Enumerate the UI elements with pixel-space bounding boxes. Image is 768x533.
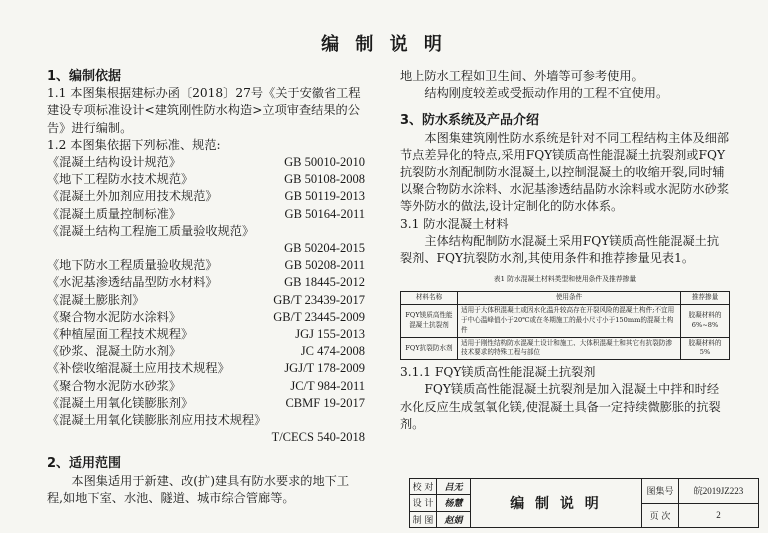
standard-item: 《地下防水工程质量验收规范》 GB 50208-2011 [47, 258, 365, 273]
paragraph-scope: 本图集适用于新建、改(扩)建具有防水要求的地下工程,如地下室、水池、隧道、城市综合管廊等。 [47, 473, 350, 505]
paragraph-continued: 地上防水工程如卫生间、外墙等可参考使用。 [400, 69, 644, 83]
standard-item: 《聚合物水泥防水涂料》 GB/T 23445-2009 [47, 309, 365, 324]
role-label: 设 计 [410, 495, 437, 510]
atlas-number-value: 皖2019JZ223 [693, 486, 744, 497]
standard-item: 《混凝土膨胀剂》 GB/T 23439-2017 [47, 292, 365, 307]
drawing-title: 编 制 说 明 [471, 479, 642, 527]
atlas-number-label: 图集号 [642, 479, 679, 503]
role-label: 制 图 [410, 512, 437, 527]
page-title: 编 制 说 明 [321, 34, 447, 55]
paragraph-1-1: 1.1 本图集根据建标办函〔2018〕27号《关于安徽省工程建设专项标准设计<建筑刚性防水构造>立项审查结果的公告》进行编制。 [47, 86, 361, 135]
signature-row [410, 479, 470, 495]
standard-item: 《混凝土外加剂应用技术规范》 GB 50119-2013 [47, 189, 365, 204]
table-header: 使用条件 [458, 292, 681, 305]
left-column [47, 68, 365, 507]
standard-item: 《地下工程防水技术规范》 GB 50108-2008 [47, 172, 365, 187]
paragraph-3-1-1: FQY镁质高性能混凝土抗裂剂是加入混凝土中拌和时经水化反应生成氢氧化镁,使混凝土具备一定持续微膨胀的抗裂剂。 [400, 382, 721, 431]
standard-item: 《混凝土质量控制标准》 GB 50164-2011 [47, 206, 365, 221]
drawing-meta [642, 479, 758, 527]
page-number-label: 页 次 [642, 504, 679, 528]
standard-item: 《混凝土结构设计规范》 GB 50010-2010 [47, 155, 365, 170]
paragraph-system: 本图集建筑刚性防水系统是针对不同工程结构主体及细部节点差异化的特点,采用FQY镁质高性能混凝土抗裂剂或FQY抗裂防水剂配制防水混凝土,以控制混凝土的收缩开裂,同时辅以聚合物防水涂料、水泥基渗透结晶防水涂料或水泥防水砂浆等外防水的做法,设计定制化的防水体系。 [400, 130, 730, 214]
standard-item: 《种植屋面工程技术规程》 JGJ 155-2013 [47, 327, 365, 342]
subheading-3-1: 3.1 防水混凝土材料 [400, 216, 509, 231]
standard-item-code: T/CECS 540-2018 [271, 430, 365, 445]
subheading-3-1-1: 3.1.1 FQY镁质高性能混凝土抗裂剂 [400, 365, 596, 380]
table-row [401, 305, 730, 337]
signature: 杨慧 [444, 499, 463, 510]
paragraph-continued-2: 结构刚度较差或受振动作用的工程不宜使用。 [424, 86, 669, 101]
table-caption: 表1 防水混凝土材料类型和使用条件及推荐掺量 [493, 275, 637, 284]
standard-item: 《水泥基渗透结晶型防水材料》 GB 18445-2012 [47, 275, 365, 290]
table-cell: 胶凝材料的6%~8% [681, 305, 730, 337]
role-label: 校 对 [410, 479, 437, 494]
table-row [401, 337, 730, 360]
standard-item-code: GB 50204-2015 [284, 241, 365, 256]
table-cell: FQY抗裂防水剂 [401, 337, 458, 360]
standard-item: 《补偿收缩混凝土应用技术规程》 JGJ/T 178-2009 [47, 361, 365, 376]
paragraph-1-2: 1.2 本图集依据下列标准、规范: [47, 137, 221, 152]
right-column [400, 68, 730, 433]
table-cell: 胶凝材料的5% [681, 337, 730, 360]
table-header: 推荐掺量 [681, 292, 730, 305]
section-heading-basis: 1、编制依据 [47, 69, 122, 84]
standard-item: 《聚合物水泥防水砂浆》 JC/T 984-2011 [47, 378, 365, 393]
standard-item: 《砂浆、混凝土防水剂》 JC 474-2008 [47, 344, 365, 359]
signature-row [410, 512, 470, 527]
table-cell: 适用于大体积混凝土或因水化温升较高存在开裂风险的混凝土构件;不宜用于中心温峰值小于20℃或在冬期施工的最小尺寸小于150mm的混凝土构件 [458, 305, 681, 337]
page-number-row [642, 504, 758, 528]
signature-row [410, 495, 470, 511]
standard-item-name: 《混凝土结构工程施工质量验收规范》 [47, 223, 255, 238]
table-header: 材料名称 [401, 292, 458, 305]
signature: 赵娟 [444, 515, 463, 526]
page-number-value: 2 [716, 510, 721, 521]
section-heading-scope: 2、适用范围 [47, 456, 122, 472]
table-cell: FQY镁质高性能混凝土抗裂剂 [401, 305, 458, 337]
materials-table [400, 291, 730, 360]
table-header-row [401, 292, 730, 305]
atlas-number-row [642, 479, 758, 504]
section-heading-system: 3、防水系统及产品介绍 [400, 113, 540, 129]
signature: 吕无 [444, 483, 463, 494]
table-cell: 适用于刚性结构防水混凝土设计和施工、大体积混凝土和其它有抗裂防渗技术要求的特殊工程与部位 [458, 337, 681, 360]
paragraph-3-1: 主体结构配制防水混凝土采用FQY镁质高性能混凝土抗裂剂、FQY抗裂防水剂,其使用条件和推荐掺量见表1。 [400, 233, 720, 266]
standard-item-name: 《混凝土用氧化镁膨胀剂应用技术规程》 [47, 413, 267, 428]
title-block [409, 478, 759, 528]
standard-item: 《混凝土用氧化镁膨胀剂》 CBMF 19-2017 [47, 395, 365, 410]
signature-roles [410, 479, 471, 527]
